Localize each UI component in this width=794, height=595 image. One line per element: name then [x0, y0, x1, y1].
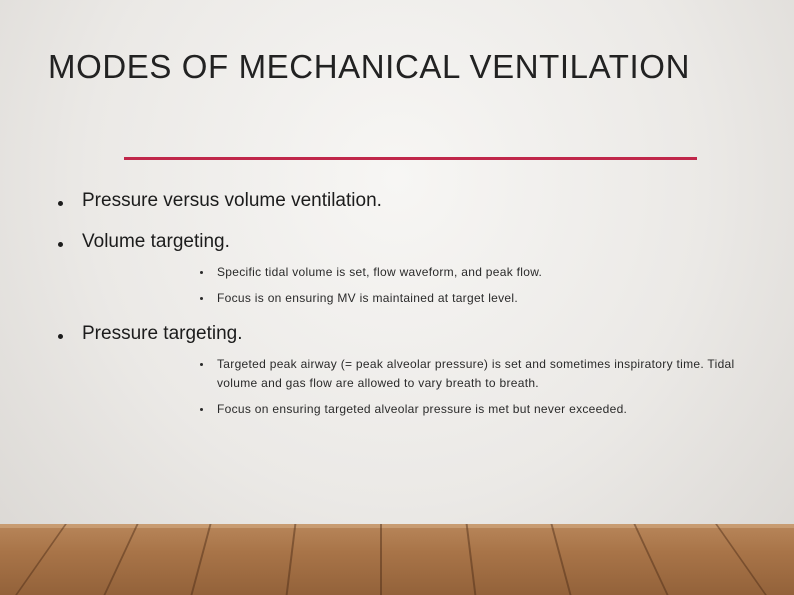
bullet-dot-icon — [58, 201, 63, 206]
sub-bullet-text: Targeted peak airway (= peak alveolar pressure) is set and sometimes inspiratory time. Tidal volume and gas flow are allowed to vary breath to breath. — [217, 357, 735, 390]
sub-bullet-dot-icon — [200, 363, 203, 366]
wood-floor-background — [0, 524, 794, 595]
slide-title: MODES OF MECHANICAL VENTILATION — [48, 48, 691, 85]
sub-bullet-text: Specific tidal volume is set, flow waveform, and peak flow. — [217, 265, 543, 279]
title-underline — [124, 157, 697, 160]
bullet-dot-icon — [58, 334, 63, 339]
sub-bullet-dot-icon — [200, 297, 203, 300]
sub-bullet-dot-icon — [200, 408, 203, 411]
bullet-text: Volume targeting. — [82, 231, 230, 252]
sub-bullet-text: Focus is on ensuring MV is maintained at target level. — [217, 291, 519, 305]
sub-bullet-text: Focus on ensuring targeted alveolar pressure is met but never exceeded. — [217, 402, 628, 416]
bullet-text: Pressure targeting. — [82, 323, 243, 344]
sub-bullet-dot-icon — [200, 271, 203, 274]
bullet-dot-icon — [58, 242, 63, 247]
bullet-text: Pressure versus volume ventilation. — [82, 190, 382, 211]
